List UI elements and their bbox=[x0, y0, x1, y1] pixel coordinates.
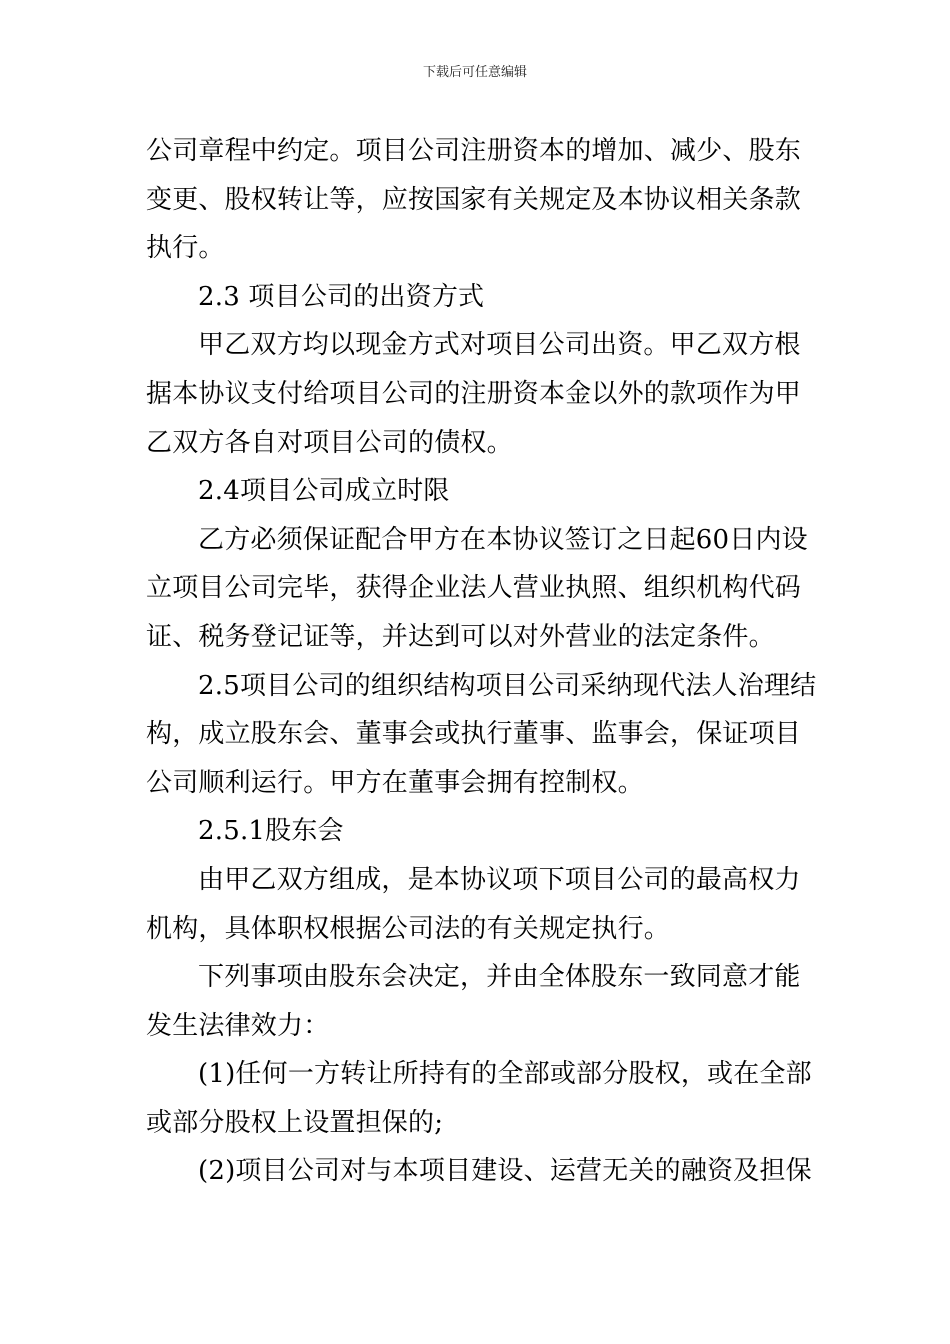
heading-line: 2.5.1股东会 bbox=[198, 816, 344, 847]
text-line: (1)任何一方转让所持有的全部或部分股权，或在全部 bbox=[198, 1059, 812, 1090]
section-heading-2-5-1 bbox=[146, 807, 810, 856]
text-line: 立项目公司完毕，获得企业法人营业执照、组织机构代码 bbox=[146, 573, 802, 604]
text-line: 甲乙双方均以现金方式对项目公司出资。甲乙双方根 bbox=[198, 330, 801, 361]
text-line: 证、税务登记证等，并达到可以对外营业的法定条件。 bbox=[146, 621, 775, 652]
paragraph-capital-contribution bbox=[146, 321, 810, 467]
text-line: 公司顺利运行。甲方在董事会拥有控制权。 bbox=[146, 767, 644, 798]
paragraph-matters-decided bbox=[146, 953, 810, 1050]
section-heading-2-4 bbox=[146, 467, 810, 516]
text-line: 执行。 bbox=[146, 233, 225, 264]
paragraph-establishment-deadline bbox=[146, 516, 810, 662]
text-line: 乙双方各自对项目公司的债权。 bbox=[146, 427, 513, 458]
text-line: 构，成立股东会、董事会或执行董事、监事会，保证项目 bbox=[146, 719, 802, 750]
paragraph-shareholders-meeting bbox=[146, 856, 810, 953]
text-line: 变更、股权转让等，应按国家有关规定及本协议相关条款 bbox=[146, 184, 802, 215]
paragraph-articles-continuation bbox=[146, 127, 810, 273]
page-header: 下载后可任意编辑 bbox=[422, 65, 527, 80]
text-line: 或部分股权上设置担保的; bbox=[146, 1107, 444, 1138]
section-heading-2-3 bbox=[146, 273, 810, 322]
text-line: (2)项目公司对与本项目建设、运营无关的融资及担保 bbox=[198, 1156, 812, 1187]
heading-line: 2.3 项目公司的出资方式 bbox=[198, 281, 485, 312]
text-line: 下列事项由股东会决定，并由全体股东一致同意才能 bbox=[198, 962, 801, 993]
list-item-1 bbox=[146, 1050, 810, 1147]
text-line: 由甲乙双方组成，是本协议项下项目公司的最高权力 bbox=[198, 864, 801, 895]
text-line: 乙方必须保证配合甲方在本协议签订之日起60日内设 bbox=[198, 524, 808, 555]
text-line: 机构，具体职权根据公司法的有关规定执行。 bbox=[146, 913, 671, 944]
text-line: 发生法律效力： bbox=[146, 1010, 330, 1041]
text-line: 2.5项目公司的组织结构项目公司采纳现代法人治理结 bbox=[198, 670, 817, 701]
text-line: 公司章程中约定。项目公司注册资本的增加、减少、股东 bbox=[146, 136, 802, 166]
list-item-2 bbox=[146, 1147, 810, 1196]
paragraph-organization-structure bbox=[146, 662, 817, 808]
heading-line: 2.4项目公司成立时限 bbox=[198, 476, 450, 507]
document-body bbox=[146, 127, 817, 1196]
text-line: 据本协议支付给项目公司的注册资本金以外的款项作为甲 bbox=[146, 378, 802, 409]
